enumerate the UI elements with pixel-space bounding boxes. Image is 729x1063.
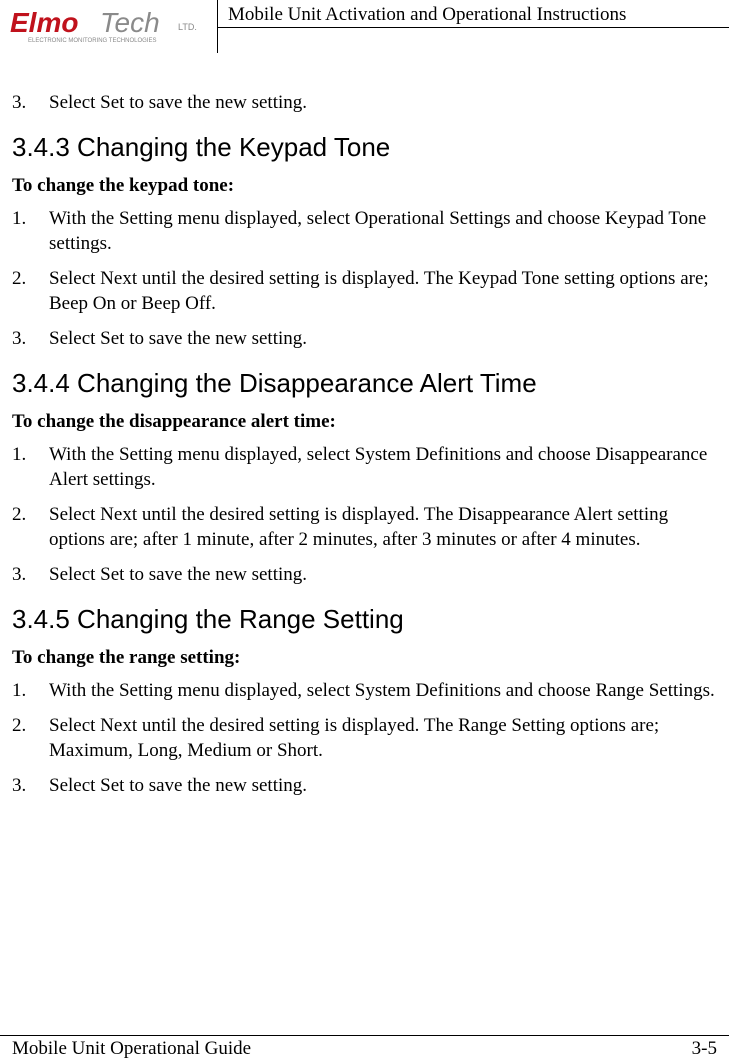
list-item [12, 442, 722, 492]
section-range-setting [12, 603, 722, 798]
logo-wordmark-tech: Tech [100, 7, 160, 38]
step-text: Select Set to save the new setting. [49, 328, 308, 349]
list-item [12, 713, 722, 763]
step-text: Select Set to save the new setting. [49, 92, 308, 113]
logo-tagline: ELECTRONIC MONITORING TECHNOLOGIES [28, 38, 157, 44]
logo-wordmark-elmo: Elmo [10, 7, 79, 38]
step-text: With the Setting menu displayed, select Operational Settings and choose Keypad Tone settings. [49, 208, 707, 254]
step-number: 1. [12, 680, 27, 701]
step-text: With the Setting menu displayed, select System Definitions and choose Range Settings. [49, 680, 715, 701]
intro-step [12, 90, 722, 115]
step-text: With the Setting menu displayed, select System Definitions and choose Disappearance Alert settings. [49, 444, 708, 490]
section-heading: 3.4.3 Changing the Keypad Tone [12, 132, 391, 162]
logo-suffix: LTD. [178, 22, 197, 32]
section-heading: 3.4.4 Changing the Disappearance Alert Time [12, 368, 537, 398]
list-item [12, 502, 722, 552]
procedure-title: To change the range setting: [12, 647, 241, 668]
section-keypad-tone [12, 131, 722, 351]
page-content [12, 90, 722, 808]
list-item [12, 773, 722, 798]
page-header [0, 0, 729, 54]
step-number: 1. [12, 444, 27, 465]
step-text: Select Set to save the new setting. [49, 564, 308, 585]
header-divider-horizontal [217, 27, 729, 28]
elmotech-logo [8, 6, 208, 46]
step-number: 2. [12, 504, 27, 525]
list-item [12, 326, 722, 351]
step-number: 1. [12, 208, 27, 229]
step-number: 3. [12, 328, 27, 349]
step-number: 3. [12, 92, 27, 113]
procedure-title: To change the disappearance alert time: [12, 411, 336, 432]
section-heading: 3.4.5 Changing the Range Setting [12, 604, 404, 634]
step-number: 3. [12, 775, 27, 796]
step-number: 2. [12, 268, 27, 289]
list-item [12, 266, 722, 316]
list-item [12, 562, 722, 587]
step-number: 2. [12, 715, 27, 736]
list-item [12, 206, 722, 256]
footer-guide-title: Mobile Unit Operational Guide [12, 1038, 252, 1059]
header-title: Mobile Unit Activation and Operational Instructions [228, 4, 627, 25]
step-number: 3. [12, 564, 27, 585]
step-text: Select Set to save the new setting. [49, 775, 308, 796]
step-text: Select Next until the desired setting is displayed. The Range Setting options are; Maximum, Long, Medium or Short. [49, 715, 660, 761]
step-text: Select Next until the desired setting is displayed. The Keypad Tone setting options are; Beep On or Beep Off. [49, 268, 709, 314]
list-item [12, 678, 722, 703]
step-text: Select Next until the desired setting is displayed. The Disappearance Alert setting options are; after 1 minute, after 2 minutes, after 3 minutes or after 4 minutes. [49, 504, 669, 550]
procedure-title: To change the keypad tone: [12, 175, 235, 196]
section-disappearance-alert [12, 367, 722, 587]
page-number: 3-5 [691, 1038, 717, 1059]
footer-rule [0, 1035, 729, 1036]
